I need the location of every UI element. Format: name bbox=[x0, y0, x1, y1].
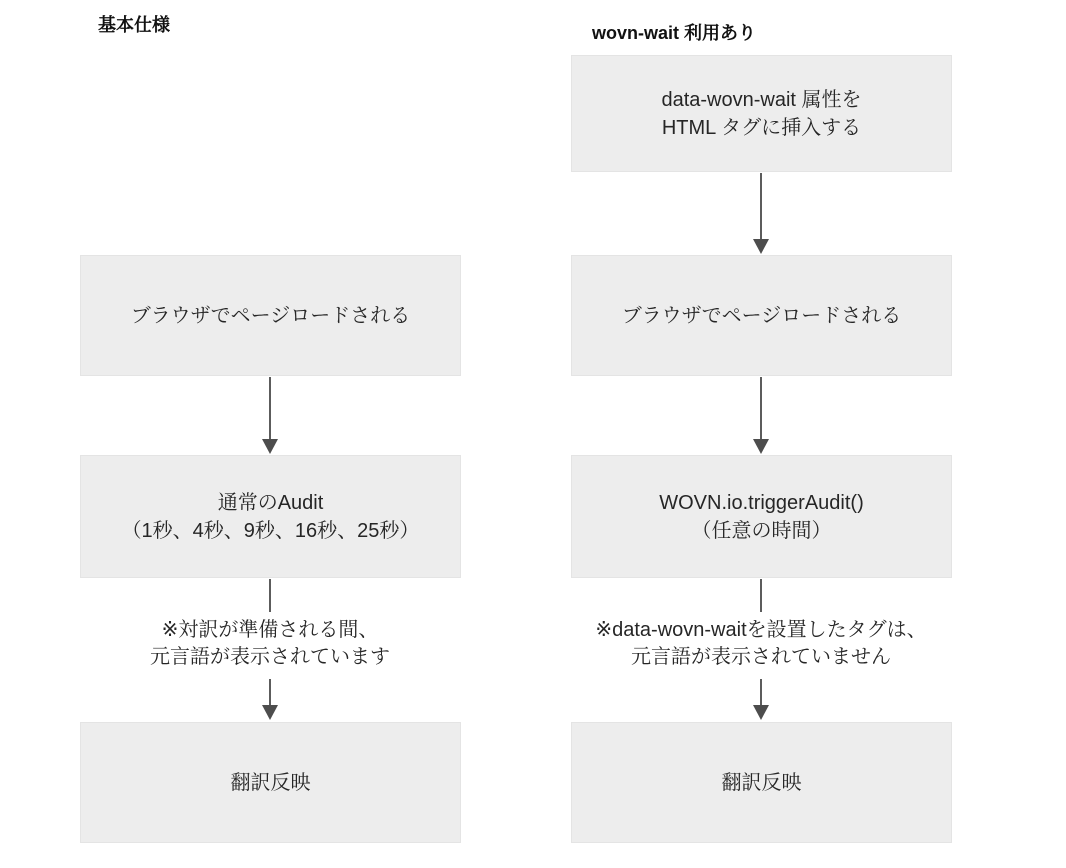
annotation-line: ※対訳が準備される間、 bbox=[161, 619, 379, 641]
connector-line bbox=[269, 579, 271, 612]
box-translation-applied-right bbox=[571, 722, 952, 843]
box-text-line: ブラウザでページロードされる bbox=[621, 304, 902, 327]
box-text bbox=[661, 86, 861, 142]
down-arrow-head bbox=[753, 705, 769, 720]
box-text bbox=[231, 769, 311, 797]
box-normal-audit bbox=[80, 455, 461, 578]
right-column-title: wovn-wait 利用あり bbox=[592, 23, 757, 43]
box-page-load-right bbox=[571, 255, 952, 376]
left-column-title: 基本仕様 bbox=[98, 15, 170, 35]
down-arrow-line bbox=[760, 679, 762, 707]
box-text-line: 翻訳反映 bbox=[230, 771, 311, 794]
annotation-line: 元言語が表示されていません bbox=[630, 646, 891, 668]
box-text-line: WOVN.io.triggerAudit() bbox=[659, 491, 864, 514]
down-arrow-head bbox=[262, 439, 278, 454]
annotation-source-lang-hidden bbox=[595, 617, 926, 671]
down-arrow-line bbox=[269, 377, 271, 441]
box-insert-attribute bbox=[571, 55, 952, 172]
box-text-line: 通常のAudit bbox=[217, 491, 324, 514]
box-text bbox=[131, 302, 411, 330]
annotation-source-lang-shown bbox=[150, 617, 390, 671]
box-text-line: data-wovn-wait 属性を bbox=[661, 88, 862, 111]
box-text-line: （任意の時間） bbox=[691, 519, 832, 542]
down-arrow-head bbox=[753, 439, 769, 454]
box-text-line: 翻訳反映 bbox=[721, 771, 802, 794]
box-text-line: HTML タグに挿入する bbox=[661, 116, 862, 139]
connector-line bbox=[760, 579, 762, 612]
box-page-load-left bbox=[80, 255, 461, 376]
box-text bbox=[659, 489, 864, 545]
down-arrow-line bbox=[760, 377, 762, 441]
box-text bbox=[622, 302, 902, 330]
annotation-line: 元言語が表示されています bbox=[150, 646, 390, 668]
down-arrow-head bbox=[753, 239, 769, 254]
box-text bbox=[122, 489, 420, 545]
down-arrow-head bbox=[262, 705, 278, 720]
down-arrow-line bbox=[269, 679, 271, 707]
down-arrow-line bbox=[760, 173, 762, 241]
box-trigger-audit bbox=[571, 455, 952, 578]
box-text-line: ブラウザでページロードされる bbox=[130, 304, 411, 327]
annotation-line: ※data-wovn-waitを設置したタグは、 bbox=[595, 619, 927, 641]
box-translation-applied-left bbox=[80, 722, 461, 843]
box-text-line: （1秒、4秒、9秒、16秒、25秒） bbox=[121, 519, 420, 542]
box-text bbox=[722, 769, 802, 797]
